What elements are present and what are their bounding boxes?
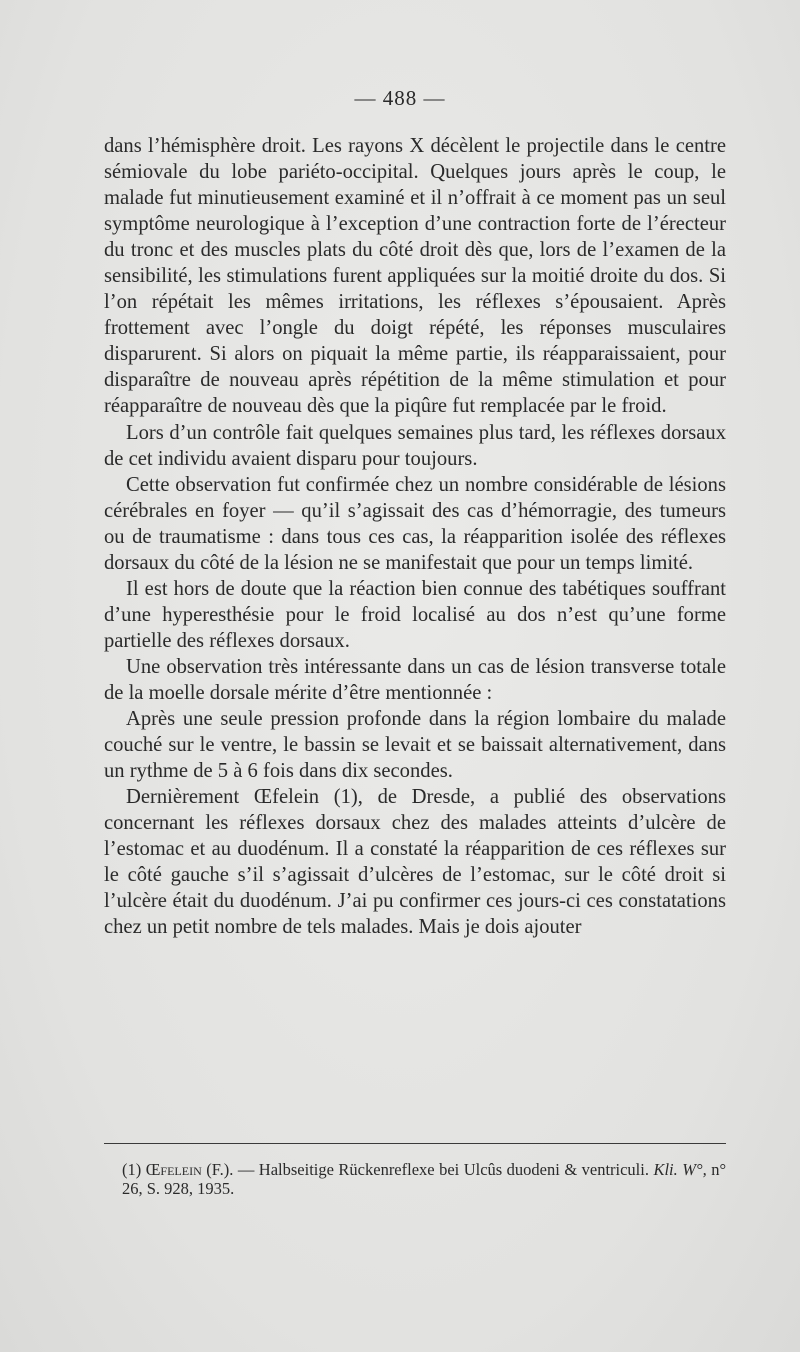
footnote-separator [104, 1143, 726, 1144]
footnote-initial: (F.). [206, 1160, 234, 1179]
footnote-dash: — [237, 1160, 255, 1179]
paragraph: Dernièrement Œfelein (1), de Dresde, a publié des observations concernant les réflexes dorsaux chez des malades atteints d’ulcère de l’estomac et au duodénum. Il a constaté la réapparition de ces réflexes sur le côté gauche s’il s’agissait d’ulcères de l’estomac, sur le côté droit si l’ulcère était du duodénum. J’ai pu confirmer ces jours-ci ces constatations chez un petit nombre de tels malades. Mais je dois ajouter [104, 786, 726, 939]
paragraph: Après une seule pression profonde dans la région lombaire du malade couché sur le ventre, le bassin se levait et se baissait alternativement, dans un rythme de 5 à 6 fois dans dix secondes. [104, 708, 726, 783]
paragraph: dans l’hémisphère droit. Les rayons X décèlent le projectile dans le centre sémiovale du lobe pariéto-occipital. Quelques jours après le coup, le malade fut minutieusement examiné et il n’offrait à ce moment pas un seul symptôme neurologique à l’exception d’une contraction forte de l’érecteur du tronc et des muscles plats du côté droit dès que, lors de l’examen de la sensibilité, les stimulations furent appliquées sur la moitié droite du dos. Si l’on répétait les mêmes irritations, les réflexes s’épousaient. Après frottement avec l’ongle du doigt répété, les réponses musculaires disparurent. Si alors on piquait la même partie, ils réapparaissaient, pour disparaître de nouveau après répétition de la même stimulation et pour réapparaître de nouveau dès que la piqûre fut remplacée par le froid. [104, 135, 726, 418]
footnote [122, 1160, 726, 1198]
footnote-author: Œfelein [145, 1160, 202, 1179]
paragraph: Il est hors de doute que la réaction bien connue des tabétiques souffrant d’une hyperesthésie pour le froid localisé au dos n’est qu’une forme partielle des réflexes dorsaux. [104, 577, 726, 652]
paragraph: Lors d’un contrôle fait quelques semaines plus tard, les réflexes dorsaux de cet individu avaient disparu pour toujours. [104, 421, 726, 470]
page-number: — 488 — [354, 86, 446, 110]
footnote-details: n° 26, S. 928, 1935. [122, 1160, 727, 1198]
footnote-journal: Kli. W°, [653, 1160, 707, 1179]
footnote-title: Halbseitige Rückenreflexe bei Ulcûs duodeni & ventriculi. [258, 1160, 649, 1179]
paragraph: Une observation très intéressante dans un cas de lésion transverse totale de la moelle dorsale mérite d’être mentionnée : [104, 655, 726, 704]
main-text [104, 133, 726, 940]
paragraph: Cette observation fut confirmée chez un nombre considérable de lésions cérébrales en foyer — qu’il s’agissait des cas d’hémorragie, des tumeurs ou de traumatisme : dans tous ces cas, la réapparition isolée des réflexes dorsaux du côté de la lésion ne se manifestait que pour un temps limité. [104, 473, 726, 574]
footnote-marker: (1) [122, 1160, 142, 1179]
